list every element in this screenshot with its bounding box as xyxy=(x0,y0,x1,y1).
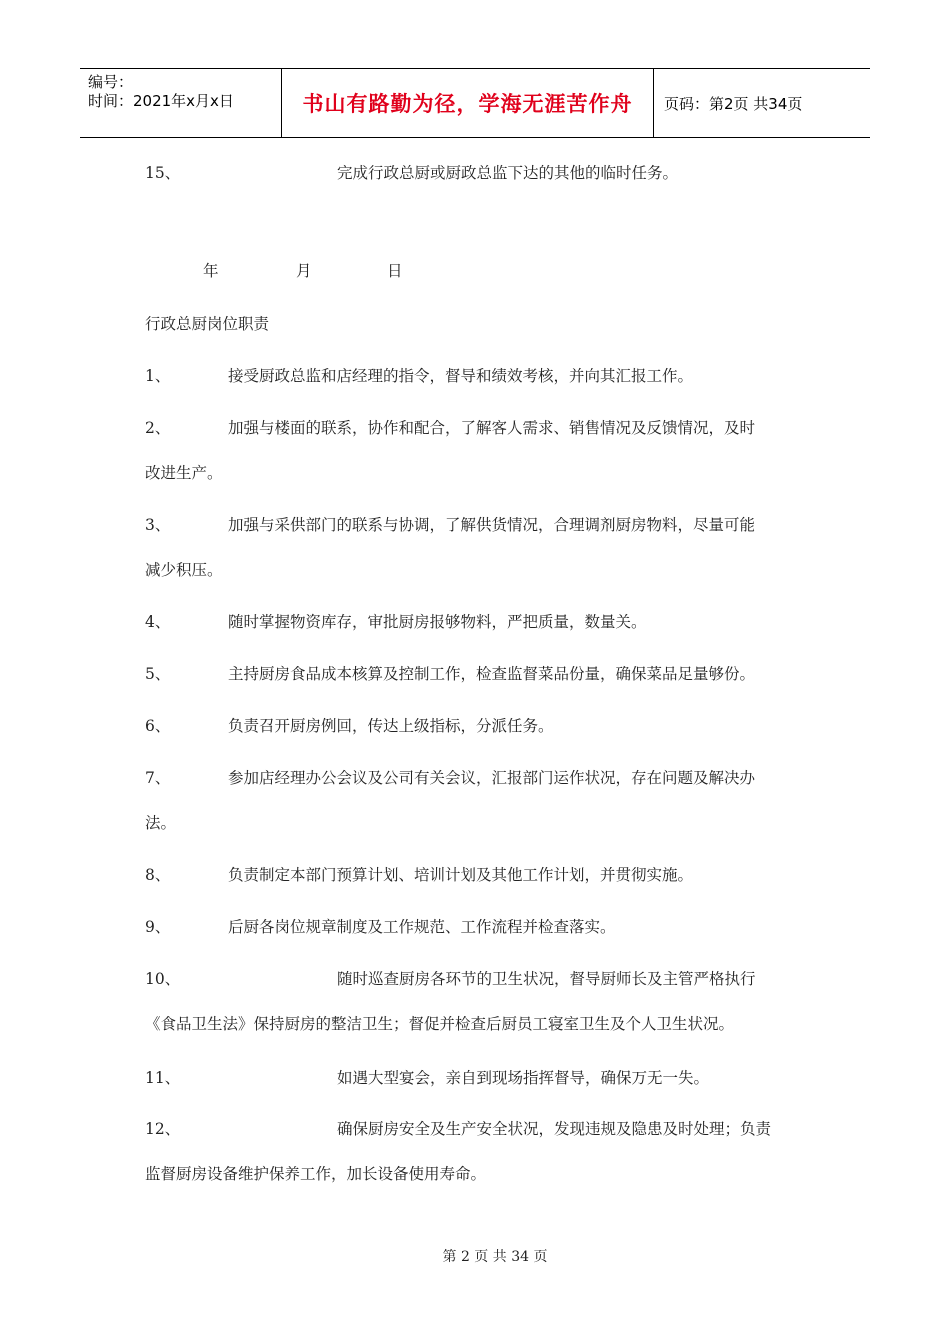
item-number: 2、 xyxy=(145,419,171,437)
item-text: 加强与楼面的联系，协作和配合，了解客人需求、销售情况及反馈情况，及时 xyxy=(228,419,756,437)
item-number: 7、 xyxy=(145,769,171,787)
item-continuation: 减少积压。 xyxy=(145,561,223,579)
item-continuation: 法。 xyxy=(145,814,177,832)
page-header xyxy=(80,68,870,138)
item-number: 1、 xyxy=(145,367,171,385)
header-motto: 书山有路勤为径，学海无涯苦作舟 xyxy=(282,69,654,137)
item-continuation: 《食品卫生法》保持厨房的整洁卫生；督促并检查后厨员工寝室卫生及个人卫生状况。 xyxy=(145,1015,735,1033)
item-number: 12、 xyxy=(145,1120,181,1138)
item-text: 参加店经理办公会议及公司有关会议，汇报部门运作状况，存在问题及解决办 xyxy=(228,769,756,787)
item-continuation: 监督厨房设备维护保养工作，加长设备使用寿命。 xyxy=(145,1165,487,1183)
item-text: 后厨各岗位规章制度及工作规范、工作流程并检查落实。 xyxy=(228,918,616,936)
item-number: 11、 xyxy=(145,1069,181,1087)
item-text: 负责制定本部门预算计划、培训计划及其他工作计划，并贯彻实施。 xyxy=(228,866,694,884)
item-text: 随时巡查厨房各环节的卫生状况，督导厨师长及主管严格执行 xyxy=(337,970,756,988)
item-number: 3、 xyxy=(145,516,171,534)
item-text: 加强与采供部门的联系与协调，了解供货情况，合理调剂厨房物料，尽量可能 xyxy=(228,516,756,534)
item-15-text: 完成行政总厨或厨政总监下达的其他的临时任务。 xyxy=(337,164,679,182)
item-text: 主持厨房食品成本核算及控制工作，检查监督菜品份量，确保菜品足量够份。 xyxy=(228,665,756,683)
header-number-label: 编号： xyxy=(88,73,134,91)
item-number: 6、 xyxy=(145,717,171,735)
item-text: 随时掌握物资库存，审批厨房报够物料，严把质量，数量关。 xyxy=(228,613,647,631)
date-day: 日 xyxy=(387,262,403,280)
item-15-number: 15、 xyxy=(145,164,181,182)
item-text: 负责召开厨房例回，传达上级指标，分派任务。 xyxy=(228,717,554,735)
item-number: 8、 xyxy=(145,866,171,884)
item-number: 4、 xyxy=(145,613,171,631)
item-number: 5、 xyxy=(145,665,171,683)
header-time-label: 时间：2021年x月x日 xyxy=(88,92,234,110)
item-text: 如遇大型宴会，亲自到现场指挥督导，确保万无一失。 xyxy=(337,1069,710,1087)
item-text: 接受厨政总监和店经理的指令，督导和绩效考核，并向其汇报工作。 xyxy=(228,367,694,385)
item-text: 确保厨房安全及生产安全状况，发现违规及隐患及时处理；负责 xyxy=(337,1120,772,1138)
header-meta xyxy=(80,69,282,137)
date-year: 年 xyxy=(203,262,219,280)
item-number: 10、 xyxy=(145,970,181,988)
page-footer: 第 2 页 共 34 页 xyxy=(442,1249,548,1265)
date-month: 月 xyxy=(296,262,312,280)
item-number: 9、 xyxy=(145,918,171,936)
item-continuation: 改进生产。 xyxy=(145,464,223,482)
header-page-info: 页码：第2页 共34页 xyxy=(664,94,803,113)
section-title: 行政总厨岗位职责 xyxy=(145,315,270,333)
